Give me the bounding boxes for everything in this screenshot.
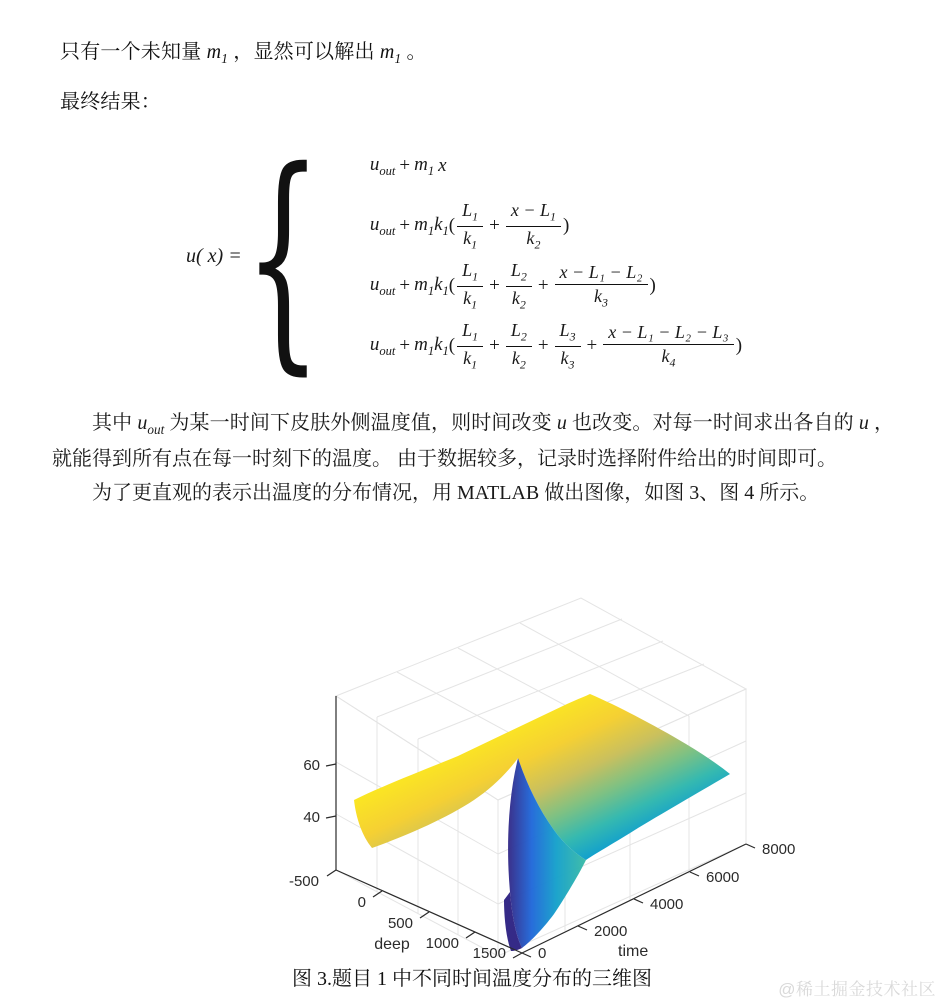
math-var-uout: $u_{out}$	[137, 412, 165, 437]
fraction: $\frac{L_2}{k_2}$	[506, 260, 532, 312]
paragraph-uout-explanation: 其中 $u_{out}$ 为某一时间下皮肤外侧温度值，则时间改变 u 也改变。对每一时间求出各自的 u ，就能得到所有点在每一时刻下的温度。 由于数据较多，记录时选择附件给出的时间即可。	[52, 412, 895, 470]
x-axis-label-deep: deep	[374, 936, 410, 953]
formula-case-2: $u_{out}$ + $m_1$ $k_1$ ( $\frac{L_1}{k_1}$ + $\frac{x - L_1}{k_2}$ )	[369, 199, 570, 252]
piecewise-formula: u( x) = { $u_{out}$ + $m_1$ x $u_{out}$ + $m_1$ $k_1$ ( $\frac{L_1}{k_1}$ + $\frac{x - L_1}{k_2}$ ) $u_{out}$ + $m_1$ $k_1$ ( $\frac{L_1}{k_1}$ + $\frac{L_2}{k_2}$ + $\frac{\text{x − L₁ − L₂}}{k_3}$ ) $u_{out}$ + $m_1$ $k_1$ ( $\frac{L_1}{k_1}$ + $\frac{L_2}{k_2}$ + $\frac{L_3}{k_3}$ + $\frac{\text{x − L₁ − L₂ − L₃}}{k_4}$ )	[186, 120, 743, 395]
text-segment: ，显然可以解出	[228, 41, 380, 63]
y-tick-6000: 6000	[706, 869, 740, 886]
y-tick-8000: 8000	[762, 841, 796, 858]
fraction: $\frac{\text{x − L₁ − L₂}}{k_3}$	[555, 262, 648, 311]
z-axis-ticks	[303, 757, 336, 826]
formula-lhs: u( x) =	[186, 244, 242, 267]
body-paragraphs	[52, 406, 894, 510]
figure-caption: 图 3.题目 1 中不同时间温度分布的三维图	[292, 968, 652, 990]
y-tick-0: 0	[538, 945, 547, 962]
x-tick-1500: 1500	[472, 945, 506, 962]
fraction: $\frac{L_1}{k_1}$	[457, 260, 483, 312]
fraction: $\frac{L_3}{k_3}$	[555, 320, 581, 372]
y-tick-2000: 2000	[594, 923, 628, 940]
x-tick-500: 500	[387, 915, 413, 932]
y-tick-4000: 4000	[650, 896, 684, 913]
math-var-m1-second: $m_1$	[379, 41, 402, 66]
fraction: $\frac{L_2}{k_2}$	[506, 320, 532, 372]
fraction: $\frac{L_1}{k_1}$	[457, 320, 483, 372]
fraction: $\frac{L_1}{k_1}$	[457, 200, 483, 252]
text-segment: 。	[401, 41, 427, 63]
fraction: $\frac{\text{x − L₁ − L₂ − L₃}}{k_4}$	[603, 322, 733, 371]
formula-case-1: $u_{out}$ + $m_1$ x	[369, 153, 447, 178]
figure-3d-surface-plot	[186, 586, 796, 962]
z-tick-60: 60	[303, 757, 320, 774]
formula-case-4: $u_{out}$ + $m_1$ $k_1$ ( $\frac{L_1}{k_1}$ + $\frac{L_2}{k_2}$ + $\frac{L_3}{k_3}$ + $\frac{\text{x − L₁ − L₂ − L₃}}{k_4}$ )	[369, 319, 743, 372]
x-tick-1000: 1000	[425, 935, 459, 952]
y-axis-label-time: time	[618, 943, 649, 960]
math-var-m1: $m_1$	[206, 41, 229, 66]
x-tick--500: -500	[288, 873, 319, 890]
formula-case-3: $u_{out}$ + $m_1$ $k_1$ ( $\frac{L_1}{k_1}$ + $\frac{L_2}{k_2}$ + $\frac{\text{x − L₁ − L₂}}{k_3}$ )	[369, 259, 656, 312]
paragraph-matlab: 为了更直观的表示出温度的分布情况，用 MATLAB 做出图像，如图 3、图 4 所示。	[92, 482, 820, 505]
matlab-surface-svg	[186, 586, 796, 962]
math-var-u: u	[556, 412, 567, 434]
paragraph-unknown-quantity	[60, 36, 427, 69]
fraction: $\frac{x - L_1}{k_2}$	[506, 200, 561, 252]
formula-cases	[364, 140, 742, 372]
z-tick-40: 40	[303, 809, 320, 826]
x-tick-0: 0	[357, 894, 366, 911]
paragraph-final-result-heading: 最终结果：	[60, 91, 161, 113]
text-segment: 只有一个未知量	[60, 41, 207, 63]
site-watermark: @稀土掘金技术社区	[778, 980, 936, 999]
math-var-u-2: u	[858, 412, 869, 434]
x-axis-ticks	[289, 870, 522, 962]
